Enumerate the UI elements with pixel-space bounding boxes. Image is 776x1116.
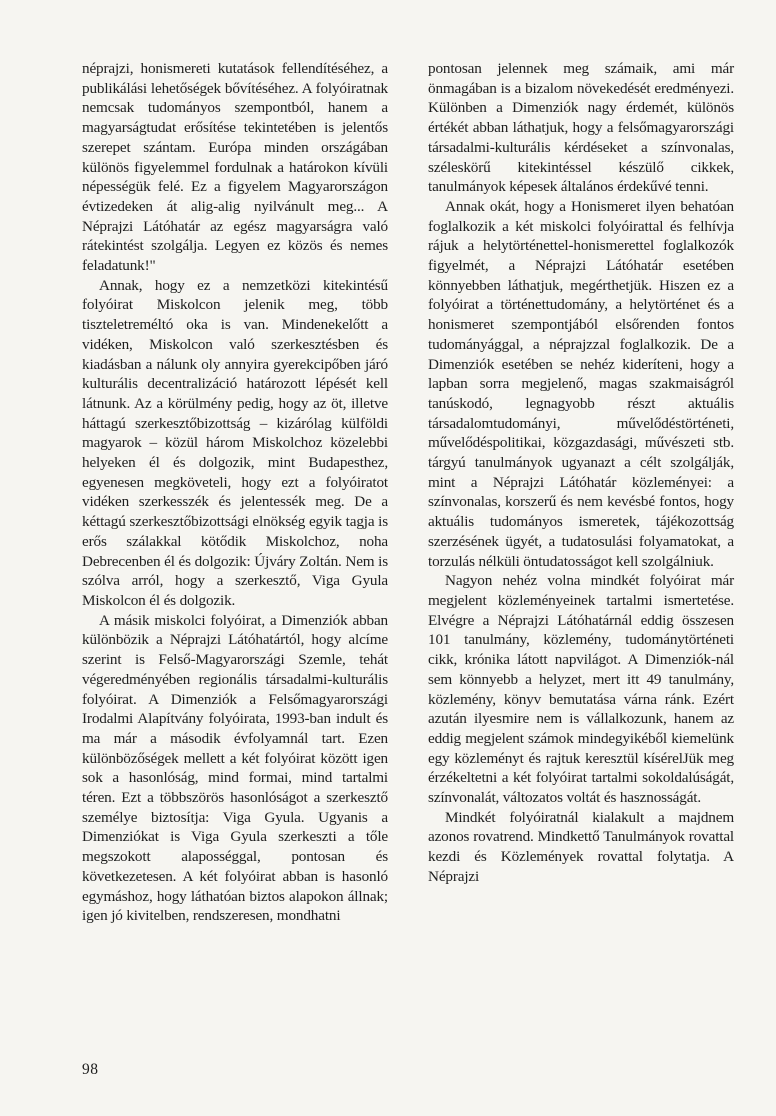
paragraph: pontosan jelennek meg számaik, ami már önmagában is a bizalom növekedését eredményezi. Különben a Dimenziók nagy érdemét, különös értékét abban láthatjuk, hogy a felsőmagyarországi társadalmi-kulturális kérdéseket a színvonalas, széleskörű kitekintéssel készülő cikkek, tanulmányok képesek általános érdekűvé tenni. — [428, 60, 734, 196]
paragraph: A másik miskolci folyóirat, a Dimenziók abban különbözik a Néprajzi Látóhatártól, hogy alcíme szerint is Felső-Magyarországi Szemle, tehát végeredményében regionális társadalmi-kulturális folyóirat. A Dimenziók a Felsőmagyarországi Irodalmi Alapítvány folyóirata, 1993-ban indult és ma már a második évfolyamnál tart. Ezen különbözőségek mellett a két folyóirat között igen sok a hasonlóság, mind formai, mind tartalmi téren. Ezt a többszörös hasonlóságot a szerkesztő személye biztosítja: Viga Gyula. Ugyanis a Dimenziókat is Viga Gyula szerkeszti a tőle megszokott alaposséggal, pontosan és következetesen. A két folyóirat abban is hasonló egymáshoz, hogy láthatóan biztos alapokon állnak; igen jó kivitelben, rendszeresen, mondhatni — [82, 611, 388, 925]
paragraph: Mindkét folyóiratnál kialakult a majdnem azonos rovatrend. Mindkettő Tanulmányok rovattal kezdi és Közlemények rovattal folytatja. A Néprajzi — [428, 808, 734, 885]
right-text-column — [428, 59, 734, 887]
left-text-column — [82, 59, 388, 926]
page-number: 98 — [82, 1061, 99, 1078]
paragraph: Annak okát, hogy a Honismeret ilyen behatóan foglalkozik a két miskolci folyóirattal és felhívja rájuk a helytörténettel-honismerettel foglalkozók figyelmét, a Néprajzi Látóhatár esetében könnyebben láthatjuk, megérthetjük. Hiszen ez a folyóirat a történettudomány, a helytörténet és a honismeret szempontjából elsőrenden fontos tudományággal, a néprajzzal foglalkozik. De a Dimenziók esetében se nehéz kideríteni, hogy a lapban sorra megjelenő, magas szakmaiságról tanúskodó, legnagyobb részt aktuális társadalomtudományi, művelődéstörténeti, művelődéspolitikai, közgazdasági, művészeti stb. tárgyú tanulmányok ugyanazt a célt szolgálják, mint a Néprajzi Látóhatár közleményei: a színvonalas, korszerű és nem kevésbé fontos, hogy aktuális tudományos ismeretek, tájékozottság szerzésének ügyét, a tudatosulási folyamatokat, a torzulás nélküli öntudatosságot kell szolgálniuk. — [428, 197, 734, 570]
paragraph: Nagyon nehéz volna mindkét folyóirat már megjelent közleményeinek tartalmi ismertetése. Elvégre a Néprajzi Látóhatárnál eddig összesen 101 tanulmány, közlemény, tudománytörténeti cikk, krónika látott napvilágot. A Dimenziók-nál sem könnyebb a helyzet, mert itt 49 tanulmány, közlemény, könyv bemutatása várna ránk. Ezért azután ilyesmire nem is vállalkozunk, hanem az eddig megjelent számok mindegyikéből kiemelünk egy közleményt és rajtuk keresztül kísérelJük meg érzékeltetni a két folyóirat tartalmi sokoldalúságát, színvonalát, változatos voltát és hasznosságát. — [428, 572, 734, 807]
paragraph: Annak, hogy ez a nemzetközi kitekintésű folyóirat Miskolcon jelenik meg, több tiszteletreméltó oka is van. Mindenekelőtt a vidéken, Miskolcon való szerkesztésben és kiadásban a nálunk oly annyira gyerekcipőben járó kulturális decentralizáció határozott lépését kell látnunk. Az a körülmény pedig, hogy az öt, illetve háttagú szerkesztőbizottság – kizárólag külföldi magyarok – közül három Miskolchoz közelebbi helyeken él és dolgozik, mint Budapesthez, egyenesen megköveteli, hogy ezt a folyóiratot vidéken szerkesszék és jelentessék meg. De a kéttagú szerkesztőbizottsági elnökség egyik tagja is erős szálakkal kötődik Miskolchoz, noha Debrecenben él és dolgozik: Újváry Zoltán. Nem is szólva arról, hogy a szerkesztő, Viga Gyula Miskolcon él és dolgozik. — [82, 276, 388, 609]
paragraph: néprajzi, honismereti kutatások fellendítéséhez, a publikálási lehetőségek bővítéséhez. A folyóiratnak nemcsak tudományos szempontból, hanem a magyarságtudat erősítése tekintetében is jelentős szerepet szántam. Európa minden országában különös figyelemmel fordulnak a határokon kívüli népességük felé. Ez a figyelem Magyarországon évtizedeken át alig-alig nyilvánult meg... A Néprajzi Látóhatár az egész magyarságra való rátekintést szolgálja. Legyen ez közös és nemes feladatunk!" — [82, 60, 388, 275]
